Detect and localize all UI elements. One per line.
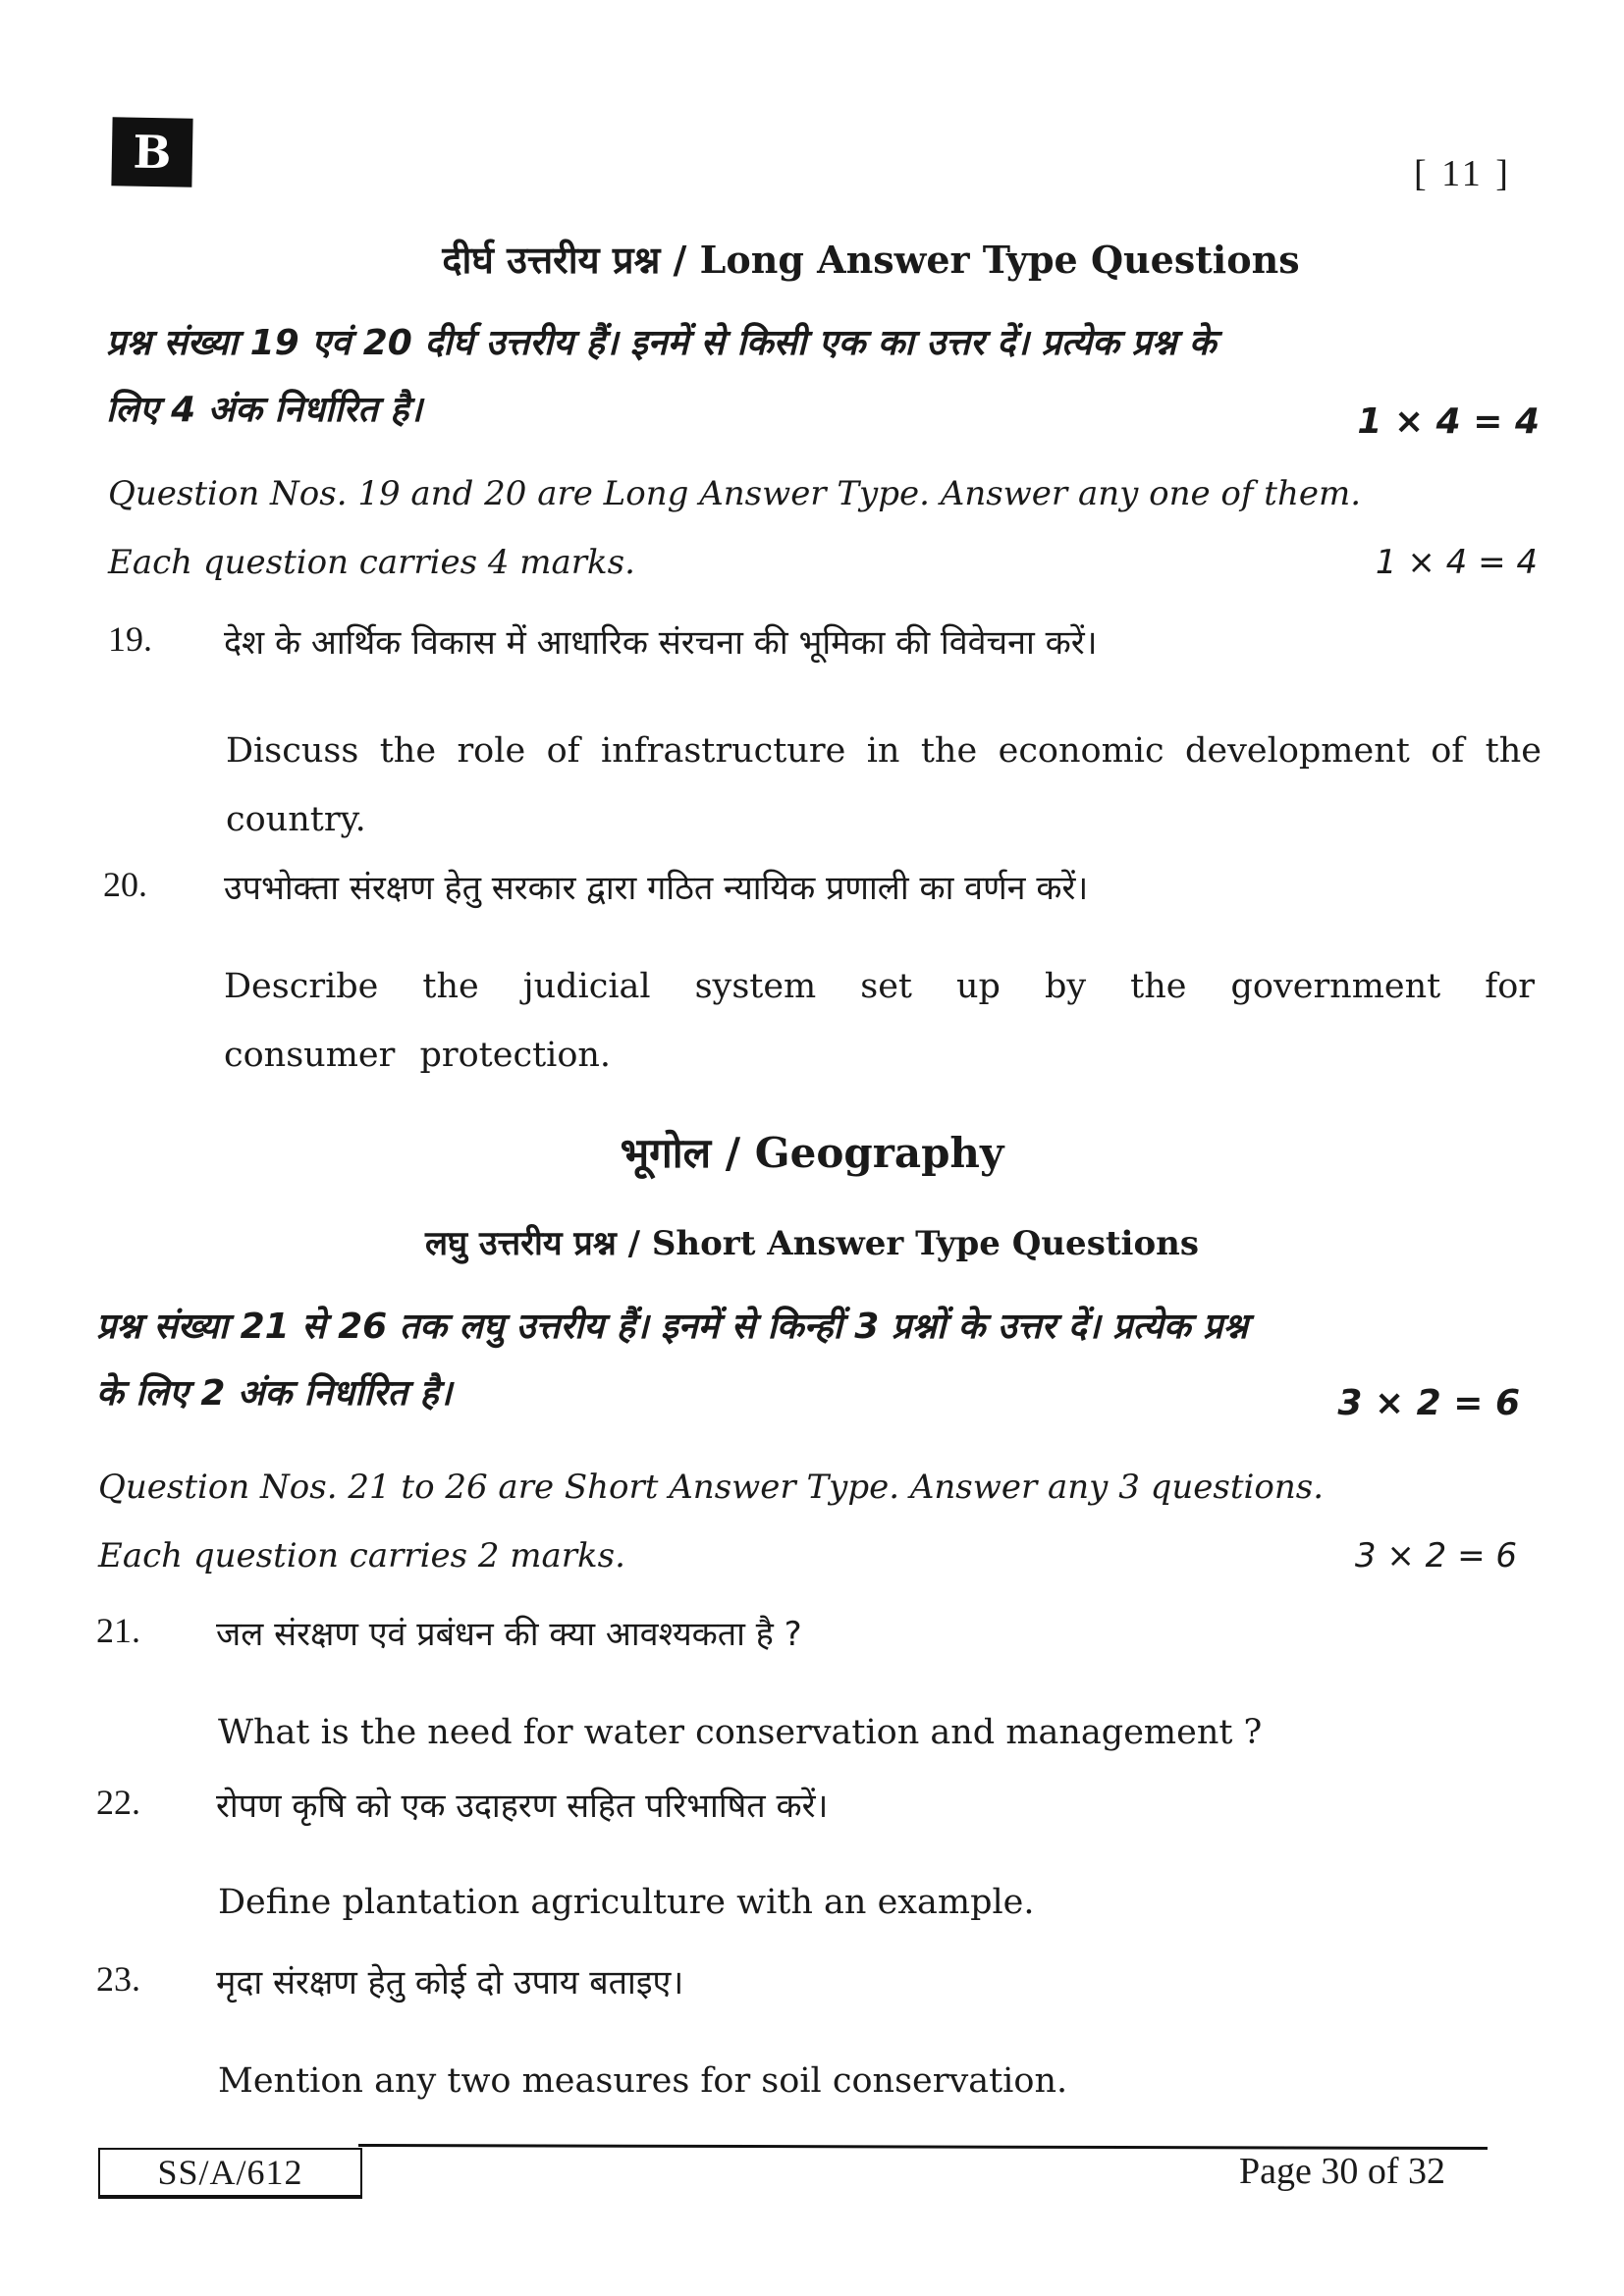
instruction-en-line2: Each question carries 2 marks.: [98, 1536, 625, 1575]
short-answer-instruction-en: [98, 1453, 1517, 1590]
geography-heading-en: Geography: [754, 1129, 1004, 1177]
long-answer-instruction-en: [108, 459, 1538, 597]
question-text-hi: देश के आर्थिक विकास में आधारिक संरचना की भूमिका की विवेचना करें।: [224, 623, 1098, 663]
question-number: 19.: [108, 619, 152, 659]
set-badge: B: [111, 117, 192, 187]
question-text-en: Discuss the role of infrastructure in the economic development of the country.: [226, 731, 1542, 839]
instruction-hi-marks: 1 × 4 = 4: [1357, 401, 1540, 442]
heading-separator: /: [711, 1129, 755, 1177]
instruction-hi-line2: के लिए 2 अंक निर्धारित है।: [96, 1373, 453, 1414]
instruction-hi-line1: प्रश्न संख्या 21 से 26 तक लघु उत्तरीय हैं। इनमें से किन्हीं 3 प्रश्नों के उत्तर दें। प्रत्येक प्रश्न: [96, 1307, 1248, 1347]
question-text-hi: मृदा संरक्षण हेतु कोई दो उपाय बताइए।: [216, 1963, 684, 2002]
instruction-en-line2: Each question carries 4 marks.: [108, 543, 635, 582]
instruction-en-line1: Question Nos. 21 to 26 are Short Answer Type. Answer any 3 questions.: [98, 1468, 1325, 1507]
instruction-hi-marks: 3 × 2 = 6: [1337, 1383, 1520, 1423]
question-text-en: Define plantation agriculture with an example.: [218, 1883, 1035, 1922]
heading-separator: /: [660, 238, 700, 282]
question-text-en: Mention any two measures for soil conservation.: [218, 2061, 1068, 2101]
long-answer-heading: [0, 234, 1624, 285]
geography-heading-hi: भूगोल: [620, 1129, 712, 1177]
question-text-hi: रोपण कृषि को एक उदाहरण सहित परिभाषित करें।: [216, 1787, 829, 1826]
short-answer-heading-en: Short Answer Type Questions: [651, 1224, 1199, 1263]
question-number: 20.: [103, 865, 147, 904]
page-indicator: Page 30 of 32: [1239, 2151, 1446, 2192]
instruction-en-marks: 3 × 2 = 6: [1354, 1536, 1517, 1575]
question-text-en: Describe the judicial system set up by the government for consumer protection.: [224, 967, 1535, 1075]
question-number: 23.: [96, 1959, 140, 1999]
long-answer-heading-en: Long Answer Type Questions: [699, 238, 1300, 282]
geography-section-heading: [0, 1124, 1624, 1180]
short-answer-instruction-hi: [96, 1294, 1520, 1427]
instruction-hi-line2: लिए 4 अंक निर्धारित है।: [106, 390, 423, 430]
question-number: 22.: [96, 1783, 140, 1822]
short-answer-heading: [0, 1219, 1624, 1264]
paper-code: SS/A/612: [98, 2148, 362, 2199]
long-answer-heading-hi: दीर्घ उत्तरीय प्रश्न: [442, 239, 661, 282]
short-answer-heading-hi: लघु उत्तरीय प्रश्न: [425, 1224, 617, 1263]
instruction-hi-line1: प्रश्न संख्या 19 एवं 20 दीर्घ उत्तरीय हैं। इनमें से किसी एक का उत्तर दें। प्रत्येक प्रश्न के: [106, 323, 1217, 363]
question-number: 21.: [96, 1611, 140, 1650]
question-text-hi: जल संरक्षण एवं प्रबंधन की क्या आवश्यकता है ?: [216, 1615, 802, 1654]
question-text-hi: उपभोक्ता संरक्षण हेतु सरकार द्वारा गठित न्यायिक प्रणाली का वर्णन करें।: [224, 869, 1089, 908]
long-answer-instruction-hi: [106, 310, 1540, 444]
question-text-en: What is the need for water conservation and management ?: [218, 1713, 1263, 1752]
page-number: [ 11 ]: [1414, 153, 1511, 194]
instruction-en-line1: Question Nos. 19 and 20 are Long Answer Type. Answer any one of them.: [108, 474, 1362, 513]
instruction-en-marks: 1 × 4 = 4: [1375, 543, 1538, 582]
heading-separator: /: [616, 1224, 652, 1263]
